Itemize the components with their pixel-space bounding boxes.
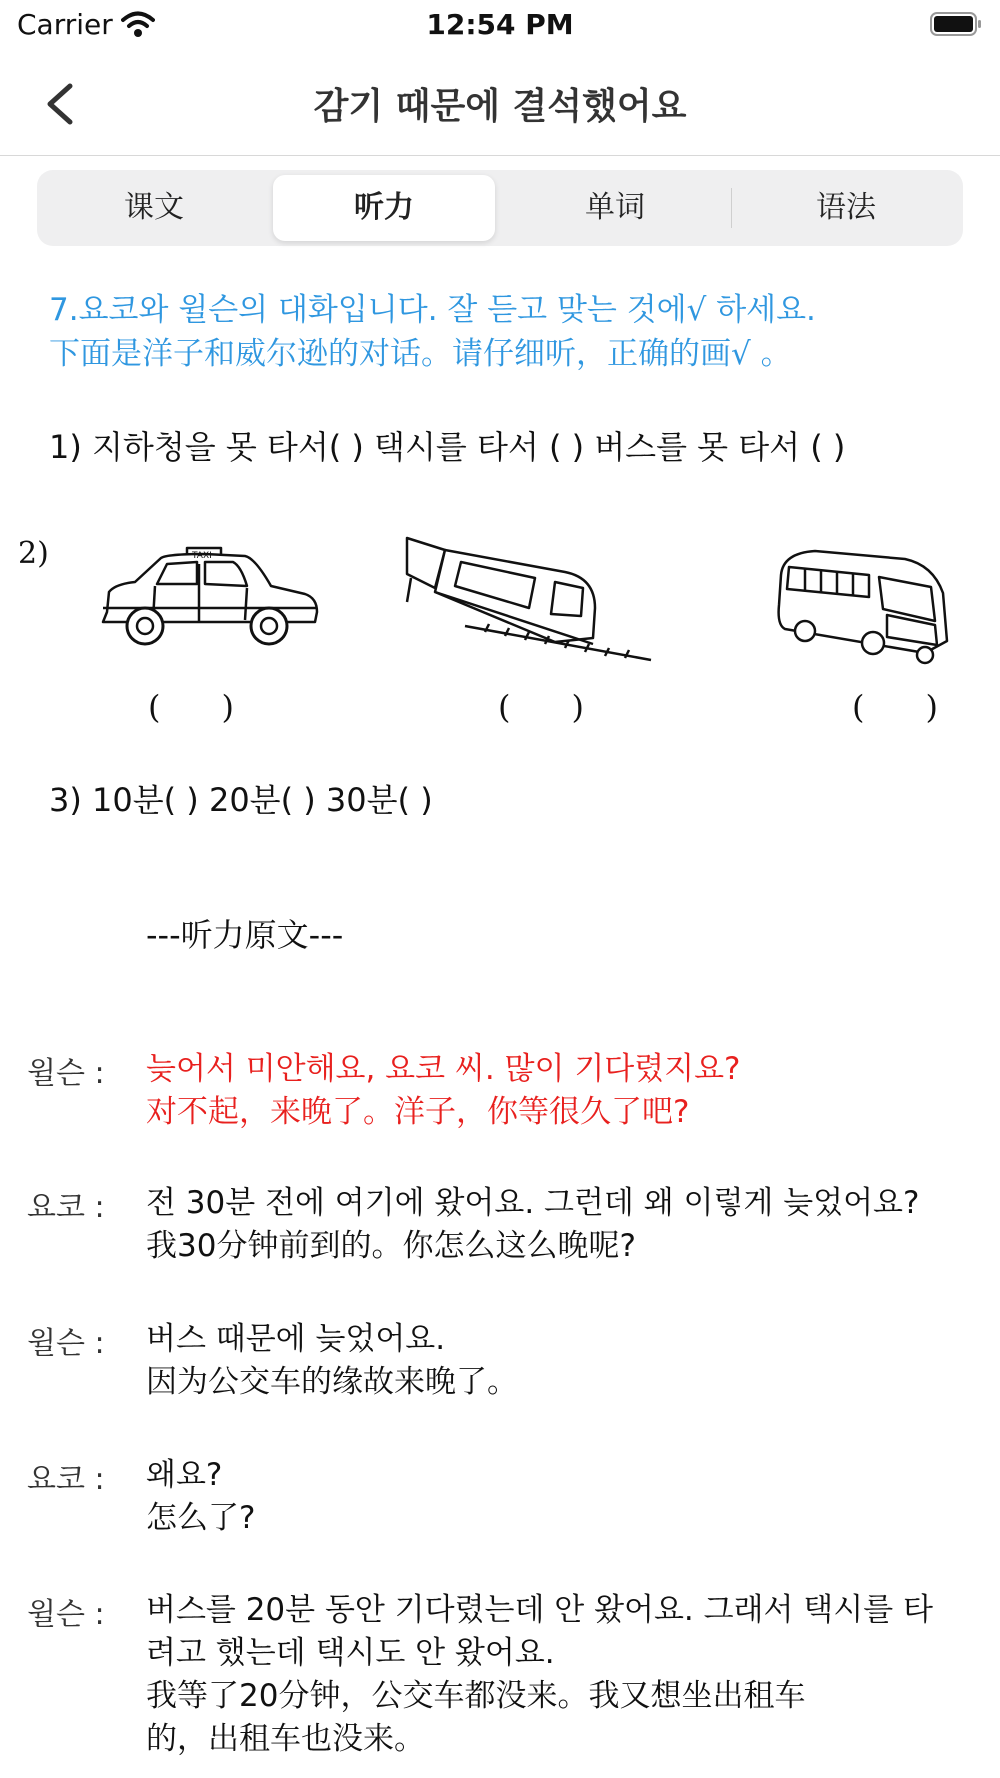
- tab-vocabulary[interactable]: 单词: [585, 190, 645, 225]
- question-2-number: 2): [18, 536, 49, 571]
- dialogue-chinese: 对不起，来晚了。洋子，你等很久了吧?: [146, 1094, 690, 1130]
- dialogue-text: [146, 1454, 976, 1540]
- speaker-label: 윌슨 :: [27, 1326, 105, 1361]
- dialogue-text: [146, 1589, 976, 1761]
- instruction-korean: 7.요코와 윌슨의 대화입니다. 잘 듣고 맞는 것에√ 하세요.: [49, 292, 816, 328]
- dialogue-korean: 왜요?: [146, 1457, 223, 1493]
- transcript-title: ---听力原文---: [146, 916, 344, 954]
- question-1: 1) 지하청을 못 타서( ) 택시를 타서 ( ) 버스를 못 타서 ( ): [49, 428, 846, 466]
- dialogue-korean: 늦어서 미안해요, 요코 씨. 많이 기다렸지요?: [146, 1051, 741, 1087]
- taxi-answer-blank: ( ): [148, 688, 234, 726]
- dialogue-chinese: 我等了20分钟，公交车都没来。我又想坐出租车: [146, 1678, 806, 1714]
- question-instruction: [49, 288, 816, 376]
- train-answer-blank: ( ): [498, 688, 584, 726]
- speaker-label: 윌슨 :: [27, 1597, 105, 1632]
- back-chevron-icon[interactable]: [42, 82, 78, 126]
- page-title: 감기 때문에 결석했어요: [313, 86, 687, 127]
- question-3: 3) 10분( ) 20분( ) 30분( ): [49, 781, 433, 819]
- speaker-label: 요코 :: [27, 1190, 105, 1225]
- dialogue-chinese: 因为公交车的缘故来晚了。: [146, 1364, 518, 1400]
- tab-listening[interactable]: 听力: [273, 175, 495, 241]
- carrier-label: Carrier: [17, 8, 113, 41]
- dialogue-text: [146, 1048, 976, 1134]
- clock: 12:54 PM: [426, 8, 574, 41]
- tab-divider: [731, 188, 732, 228]
- dialogue-korean: 버스 때문에 늦었어요.: [146, 1321, 446, 1357]
- svg-text:TAXI: TAXI: [192, 551, 212, 561]
- speaker-label: 요코 :: [27, 1462, 105, 1497]
- speaker-label: 윌슨 :: [27, 1056, 105, 1091]
- taxi-illustration: [95, 540, 325, 655]
- train-illustration: [405, 528, 655, 673]
- tab-grammar[interactable]: 语法: [816, 190, 876, 225]
- navigation-bar: [0, 50, 1000, 156]
- dialogue-chinese: 的，出租车也没来。: [146, 1721, 425, 1757]
- dialogue-korean: 전 30분 전에 여기에 왔어요. 그런데 왜 이렇게 늦었어요?: [146, 1185, 920, 1221]
- tab-segmented-control: [37, 170, 963, 246]
- dialogue-text: [146, 1318, 976, 1404]
- dialogue-text: [146, 1182, 976, 1268]
- dialogue-korean: 려고 했는데 택시도 안 왔어요.: [146, 1635, 555, 1671]
- dialogue-korean: 버스를 20분 동안 기다렸는데 안 왔어요. 그래서 택시를 타: [146, 1592, 933, 1628]
- instruction-chinese: 下面是洋子和威尔逊的对话。请仔细听，正确的画√ 。: [49, 336, 792, 372]
- dialogue-chinese: 怎么了?: [146, 1500, 256, 1536]
- tab-text[interactable]: 课文: [124, 190, 184, 225]
- battery-icon: [930, 12, 982, 36]
- status-bar: [0, 0, 1000, 50]
- bus-answer-blank: ( ): [852, 688, 938, 726]
- dialogue-chinese: 我30分钟前到的。你怎么这么晚呢?: [146, 1228, 636, 1264]
- bus-illustration: [775, 545, 955, 670]
